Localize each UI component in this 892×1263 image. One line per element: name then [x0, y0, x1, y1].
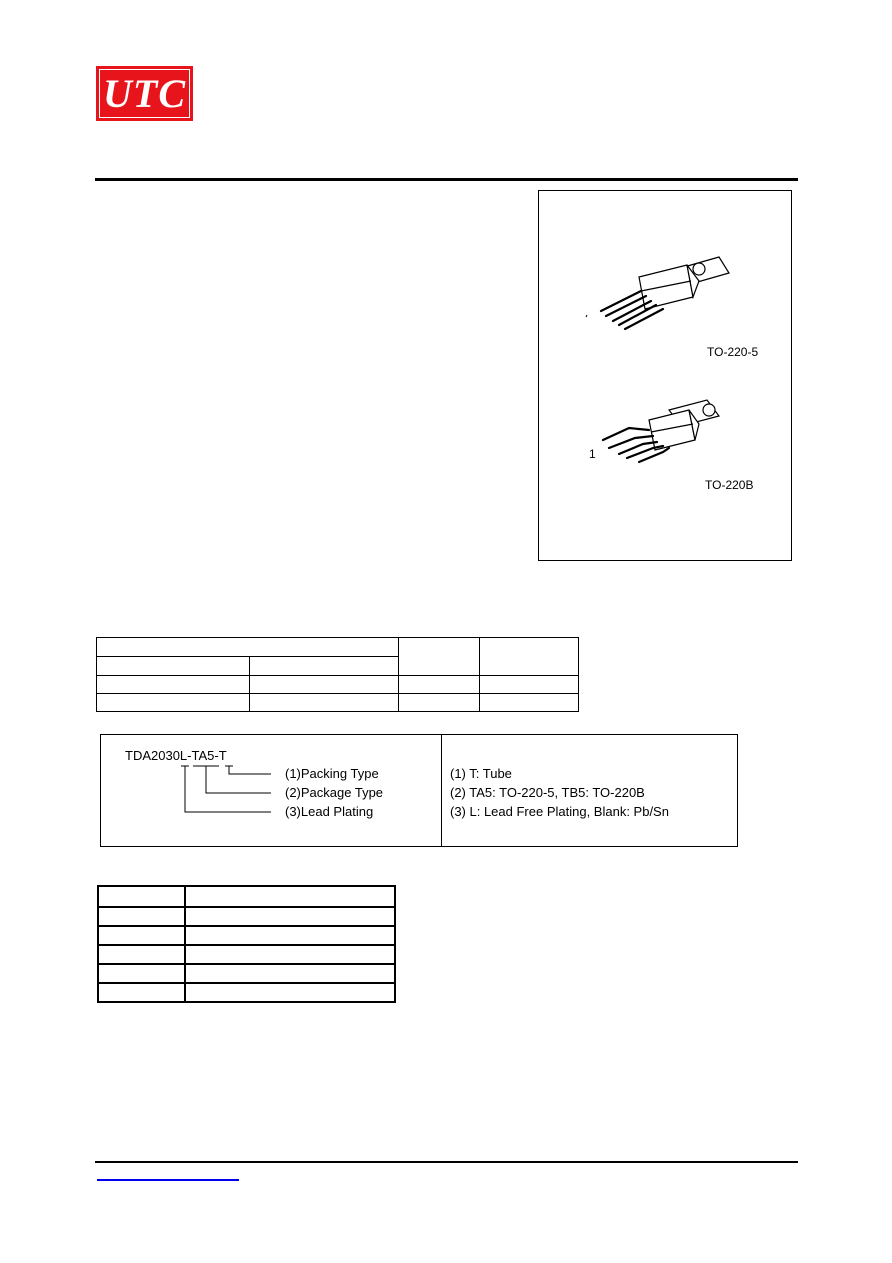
table-cell	[249, 657, 399, 676]
table-row	[98, 945, 395, 964]
table-cell	[97, 694, 250, 712]
table-cell	[185, 907, 395, 926]
pin1-marker: 1	[589, 447, 596, 461]
table-cell	[98, 945, 185, 964]
table-cell	[399, 676, 480, 694]
table-cell	[185, 926, 395, 945]
label-package-type: (2)Package Type	[285, 785, 384, 800]
utc-logo	[96, 66, 193, 121]
label-packing-type: (1)Packing Type	[285, 766, 379, 781]
package-illustration-box	[538, 190, 792, 561]
pin-configuration-table	[97, 885, 396, 1003]
table-row	[97, 676, 579, 694]
table-row	[98, 964, 395, 983]
table-row	[98, 907, 395, 926]
table-cell	[185, 886, 395, 907]
part-sep: -	[187, 748, 192, 763]
table-row	[98, 926, 395, 945]
desc-packing-type: (1) T: Tube	[450, 766, 512, 781]
table-cell	[399, 638, 480, 676]
desc-package-type: (2) TA5: TO-220-5, TB5: TO-220B	[450, 785, 645, 800]
header-rule	[95, 178, 798, 181]
table-cell	[98, 983, 185, 1002]
part-base: TDA2030	[125, 748, 180, 763]
table-cell	[249, 676, 399, 694]
desc-lead-plating: (3) L: Lead Free Plating, Blank: Pb/Sn	[450, 804, 669, 819]
part-number-decoder	[100, 734, 738, 847]
divider	[441, 735, 442, 846]
decoder-leader-lines	[101, 735, 301, 847]
to220-5-package-icon	[579, 251, 739, 341]
table-row	[98, 886, 395, 907]
package-label-to220-5: TO-220-5	[707, 345, 759, 359]
table-cell	[185, 983, 395, 1002]
footer-link[interactable]	[97, 1179, 239, 1181]
table-cell	[98, 886, 185, 907]
logo-text: UTC	[103, 71, 186, 116]
part-packing-code: T	[218, 748, 227, 763]
part-package-code: TA5	[191, 748, 215, 763]
table-cell	[97, 657, 250, 676]
ordering-table	[96, 637, 579, 712]
table-cell	[480, 638, 579, 676]
table-cell	[480, 694, 579, 712]
table-cell	[97, 676, 250, 694]
table-cell	[185, 945, 395, 964]
part-lead-code: L	[179, 748, 188, 763]
table-row	[98, 983, 395, 1002]
table-cell	[97, 638, 399, 657]
table-cell	[185, 964, 395, 983]
table-cell	[399, 694, 480, 712]
part-sep: -	[214, 748, 219, 763]
table-cell	[480, 676, 579, 694]
table-cell	[249, 694, 399, 712]
label-lead-plating: (3)Lead Plating	[285, 804, 374, 819]
package-label-to220b: TO-220B	[705, 478, 754, 492]
table-cell	[98, 907, 185, 926]
table-row	[97, 694, 579, 712]
table-cell	[98, 926, 185, 945]
footer-rule	[95, 1161, 798, 1163]
table-cell	[98, 964, 185, 983]
to220b-package-icon	[589, 396, 749, 476]
